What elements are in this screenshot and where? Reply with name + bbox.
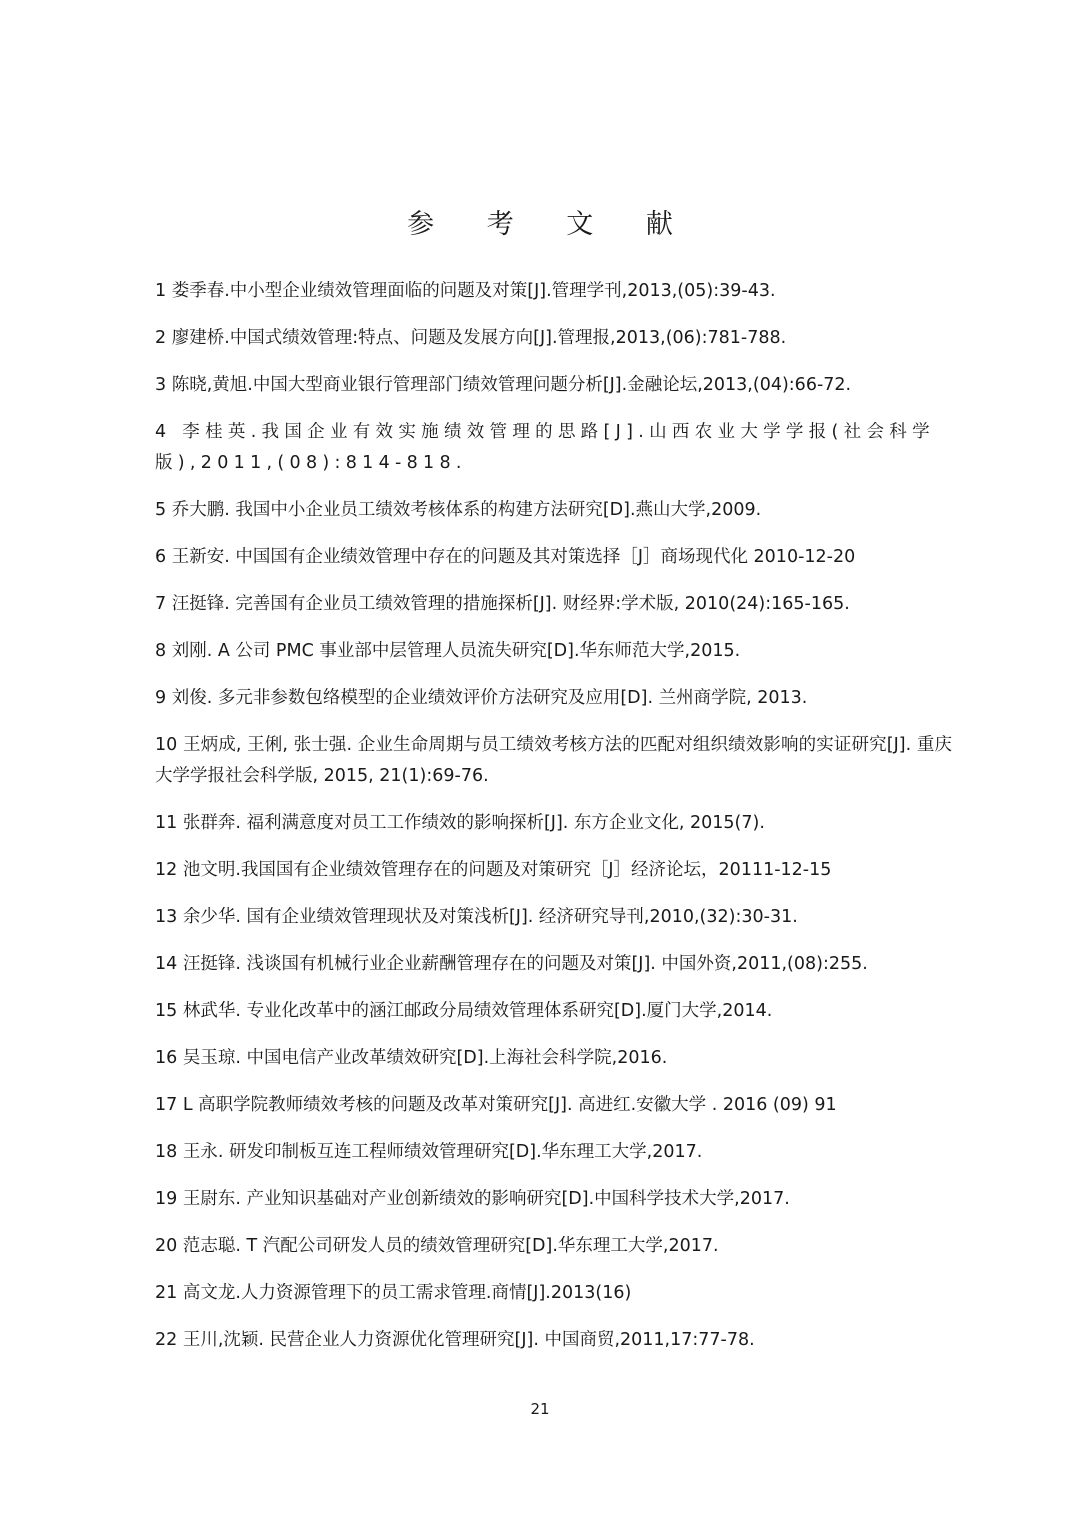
- reference-item: 12 池文明.我国国有企业绩效管理存在的问题及对策研究［J］经济论坛，20111-12-15: [155, 860, 832, 880]
- reference-item: 15 林武华. 专业化改革中的涵江邮政分局绩效管理体系研究[D].厦门大学,2014.: [155, 1001, 773, 1021]
- page-number: 21: [530, 1400, 550, 1418]
- reference-item: 1 娄季春.中小型企业绩效管理面临的问题及对策[J].管理学刊,2013,(05):39-43.: [155, 281, 776, 301]
- reference-list: [155, 276, 952, 1372]
- reference-item: 8 刘刚. A 公司 PMC 事业部中层管理人员流失研究[D].华东师范大学,2015.: [155, 641, 741, 661]
- reference-item: 21 高文龙.人力资源管理下的员工需求管理.商情[J].2013(16): [155, 1283, 632, 1303]
- reference-item: 2 廖建桥.中国式绩效管理:特点、问题及发展方向[J].管理报,2013,(06):781-788.: [155, 328, 787, 348]
- reference-item: 13 余少华. 国有企业绩效管理现状及对策浅析[J]. 经济研究导刊,2010,(32):30-31.: [155, 907, 798, 927]
- reference-item: 6 王新安. 中国国有企业绩效管理中存在的问题及其对策选择［J］商场现代化 2010-12-20: [155, 547, 856, 567]
- reference-item: 20 范志聪. T 汽配公司研发人员的绩效管理研究[D].华东理工大学,2017.: [155, 1236, 719, 1256]
- reference-item: 18 王永. 研发印制板互连工程师绩效管理研究[D].华东理工大学,2017.: [155, 1142, 703, 1162]
- reference-item: 5 乔大鹏. 我国中小企业员工绩效考核体系的构建方法研究[D].燕山大学,2009.: [155, 500, 762, 520]
- reference-item: 14 汪挺锋. 浅谈国有机械行业企业薪酬管理存在的问题及对策[J]. 中国外资,2011,(08):255.: [155, 954, 868, 974]
- reference-item: 7 汪挺锋. 完善国有企业员工绩效管理的措施探析[J]. 财经界:学术版, 2010(24):165-165.: [155, 594, 850, 614]
- reference-item: 17 L 高职学院教师绩效考核的问题及改革对策研究[J]. 高进红.安徽大学 . 2016 (09) 91: [155, 1095, 837, 1115]
- page-title: 参 考 文 献: [407, 209, 695, 240]
- reference-item: 4 李桂英.我国企业有效实施绩效管理的思路[J].山西农业大学学报(社会科学版),2011,(08):814-818.: [155, 422, 935, 473]
- reference-item: 16 吴玉琼. 中国电信产业改革绩效研究[D].上海社会科学院,2016.: [155, 1048, 668, 1068]
- reference-item: 9 刘俊. 多元非参数包络模型的企业绩效评价方法研究及应用[D]. 兰州商学院, 2013.: [155, 688, 808, 708]
- reference-item: 19 王尉东. 产业知识基础对产业创新绩效的影响研究[D].中国科学技术大学,2017.: [155, 1189, 790, 1209]
- reference-item: 11 张群奔. 福利满意度对员工工作绩效的影响探析[J]. 东方企业文化, 2015(7).: [155, 813, 765, 833]
- reference-item: 3 陈晓,黄旭.中国大型商业银行管理部门绩效管理问题分析[J].金融论坛,2013,(04):66-72.: [155, 375, 852, 395]
- reference-item: 22 王川,沈颖. 民营企业人力资源优化管理研究[J]. 中国商贸,2011,17:77-78.: [155, 1330, 755, 1350]
- reference-item: 10 王炳成, 王俐, 张士强. 企业生命周期与员工绩效考核方法的匹配对组织绩效影响的实证研究[J]. 重庆大学学报社会科学版, 2015, 21(1):69-76.: [155, 735, 952, 786]
